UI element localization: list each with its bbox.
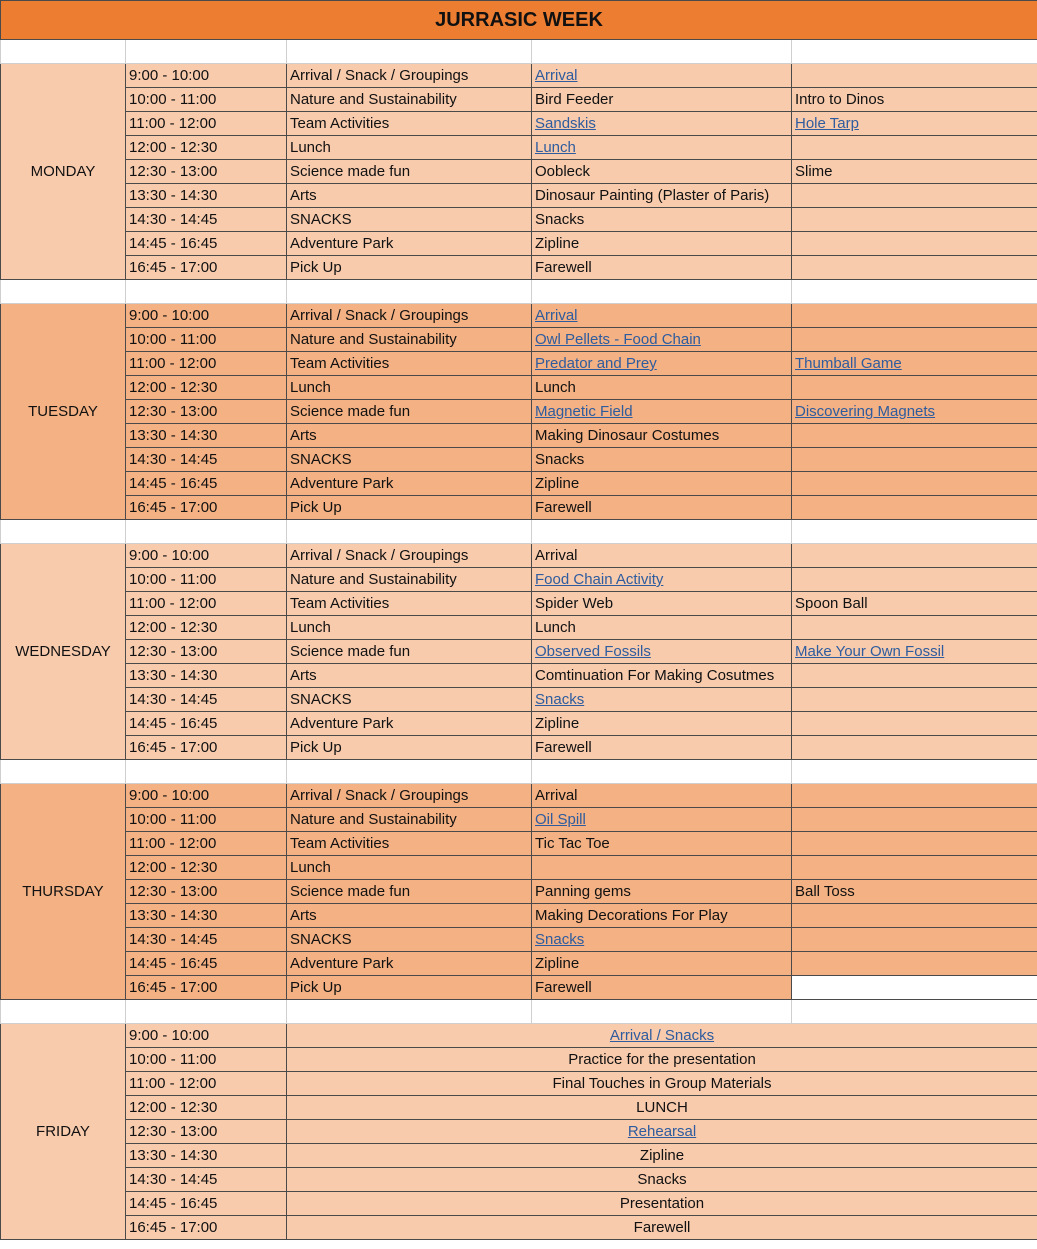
time-cell: 12:30 - 13:00	[126, 880, 287, 904]
schedule-row	[1, 1120, 1037, 1144]
schedule-row	[1, 496, 1037, 520]
category-cell: Arrival / Snack / Groupings	[287, 784, 532, 808]
category-cell: Adventure Park	[287, 952, 532, 976]
extra-activity-cell	[792, 784, 1037, 808]
time-cell: 9:00 - 10:00	[126, 784, 287, 808]
blank-cell	[792, 40, 1037, 64]
category-cell: Arts	[287, 424, 532, 448]
extra-activity-cell	[792, 208, 1037, 232]
time-cell: 9:00 - 10:00	[126, 64, 287, 88]
extra-activity-cell	[792, 136, 1037, 160]
sheet-title: JURRASIC WEEK	[1, 1, 1037, 40]
time-cell: 9:00 - 10:00	[126, 1024, 287, 1048]
blank-cell	[532, 760, 792, 784]
activity-cell: Snacks	[532, 208, 792, 232]
activity-link[interactable]: Food Chain Activity	[532, 568, 792, 592]
category-cell: Science made fun	[287, 880, 532, 904]
time-cell: 13:30 - 14:30	[126, 184, 287, 208]
extra-activity-link[interactable]: Thumball Game	[792, 352, 1037, 376]
activity-cell: Farewell	[532, 256, 792, 280]
blank-cell	[287, 40, 532, 64]
activity-cell: Bird Feeder	[532, 88, 792, 112]
schedule-row	[1, 1024, 1037, 1048]
time-cell: 10:00 - 11:00	[126, 808, 287, 832]
activity-cell: Dinosaur Painting (Plaster of Paris)	[532, 184, 792, 208]
time-cell: 16:45 - 17:00	[126, 736, 287, 760]
blank-cell	[792, 760, 1037, 784]
day-label: FRIDAY	[1, 1024, 126, 1240]
time-cell: 12:30 - 13:00	[126, 640, 287, 664]
time-cell: 14:30 - 14:45	[126, 1168, 287, 1192]
activity-link[interactable]: Sandskis	[532, 112, 792, 136]
extra-activity-cell	[792, 496, 1037, 520]
schedule-row	[1, 952, 1037, 976]
time-cell: 14:45 - 16:45	[126, 232, 287, 256]
extra-activity-cell	[792, 976, 1037, 1000]
schedule-row	[1, 352, 1037, 376]
activity-cell: Zipline	[532, 952, 792, 976]
extra-activity-cell	[792, 328, 1037, 352]
category-cell: Pick Up	[287, 736, 532, 760]
time-cell: 12:00 - 12:30	[126, 1096, 287, 1120]
activity-cell: Farewell	[532, 736, 792, 760]
schedule-row	[1, 208, 1037, 232]
activity-cell: Making Dinosaur Costumes	[532, 424, 792, 448]
extra-activity-cell	[792, 808, 1037, 832]
activity-cell: Farewell	[532, 496, 792, 520]
blank-cell	[287, 760, 532, 784]
time-cell: 16:45 - 17:00	[126, 256, 287, 280]
schedule-row	[1, 88, 1037, 112]
category-cell: Lunch	[287, 856, 532, 880]
schedule-row	[1, 64, 1037, 88]
activity-cell: Arrival	[532, 784, 792, 808]
schedule-row	[1, 664, 1037, 688]
extra-activity-cell	[792, 376, 1037, 400]
time-cell: 10:00 - 11:00	[126, 568, 287, 592]
schedule-row	[1, 592, 1037, 616]
activity-cell	[532, 856, 792, 880]
category-cell: Science made fun	[287, 400, 532, 424]
title-row	[1, 1, 1037, 40]
time-cell: 9:00 - 10:00	[126, 544, 287, 568]
spacer-row	[1, 1000, 1037, 1024]
time-cell: 10:00 - 11:00	[126, 328, 287, 352]
time-cell: 13:30 - 14:30	[126, 1144, 287, 1168]
time-cell: 16:45 - 17:00	[126, 976, 287, 1000]
schedule-row	[1, 832, 1037, 856]
time-cell: 11:00 - 12:00	[126, 112, 287, 136]
extra-activity-cell	[792, 904, 1037, 928]
schedule-row	[1, 1168, 1037, 1192]
extra-activity-link[interactable]: Make Your Own Fossil	[792, 640, 1037, 664]
blank-cell	[1, 40, 126, 64]
schedule-row	[1, 808, 1037, 832]
extra-activity-cell: Spoon Ball	[792, 592, 1037, 616]
blank-cell	[1, 1000, 126, 1024]
time-cell: 14:30 - 14:45	[126, 928, 287, 952]
time-cell: 14:45 - 16:45	[126, 472, 287, 496]
category-cell: Science made fun	[287, 160, 532, 184]
extra-activity-cell	[792, 424, 1037, 448]
extra-activity-link[interactable]: Discovering Magnets	[792, 400, 1037, 424]
blank-cell	[532, 280, 792, 304]
time-cell: 14:30 - 14:45	[126, 448, 287, 472]
extra-activity-cell	[792, 232, 1037, 256]
time-cell: 11:00 - 12:00	[126, 352, 287, 376]
extra-activity-cell	[792, 64, 1037, 88]
activity-cell: Lunch	[532, 616, 792, 640]
activity-cell: LUNCH	[287, 1096, 1037, 1120]
category-cell: Arts	[287, 184, 532, 208]
extra-activity-link[interactable]: Hole Tarp	[792, 112, 1037, 136]
activity-cell: Oobleck	[532, 160, 792, 184]
blank-cell	[532, 1000, 792, 1024]
time-cell: 11:00 - 12:00	[126, 832, 287, 856]
category-cell: Team Activities	[287, 112, 532, 136]
time-cell: 14:45 - 16:45	[126, 712, 287, 736]
blank-cell	[1, 760, 126, 784]
activity-cell: Panning gems	[532, 880, 792, 904]
schedule-row	[1, 112, 1037, 136]
blank-cell	[792, 520, 1037, 544]
activity-cell: Tic Tac Toe	[532, 832, 792, 856]
category-cell: Arts	[287, 904, 532, 928]
time-cell: 9:00 - 10:00	[126, 304, 287, 328]
blank-cell	[792, 1000, 1037, 1024]
time-cell: 16:45 - 17:00	[126, 496, 287, 520]
blank-cell	[287, 1000, 532, 1024]
activity-cell: Arrival	[532, 544, 792, 568]
schedule-row	[1, 1192, 1037, 1216]
activity-cell: Final Touches in Group Materials	[287, 1072, 1037, 1096]
spacer-row	[1, 40, 1037, 64]
schedule-row	[1, 136, 1037, 160]
time-cell: 10:00 - 11:00	[126, 88, 287, 112]
category-cell: Adventure Park	[287, 232, 532, 256]
time-cell: 14:30 - 14:45	[126, 688, 287, 712]
schedule-row	[1, 232, 1037, 256]
time-cell: 12:30 - 13:00	[126, 400, 287, 424]
time-cell: 13:30 - 14:30	[126, 424, 287, 448]
blank-cell	[126, 280, 287, 304]
extra-activity-cell	[792, 184, 1037, 208]
activity-link[interactable]: Rehearsal	[287, 1120, 1037, 1144]
extra-activity-cell	[792, 616, 1037, 640]
activity-cell: Farewell	[532, 976, 792, 1000]
category-cell: Team Activities	[287, 352, 532, 376]
time-cell: 12:00 - 12:30	[126, 136, 287, 160]
day-label: THURSDAY	[1, 784, 126, 1000]
schedule-row	[1, 928, 1037, 952]
extra-activity-cell	[792, 544, 1037, 568]
extra-activity-cell	[792, 952, 1037, 976]
schedule-row	[1, 256, 1037, 280]
category-cell: Adventure Park	[287, 712, 532, 736]
blank-cell	[1, 520, 126, 544]
category-cell: SNACKS	[287, 448, 532, 472]
day-label: WEDNESDAY	[1, 544, 126, 760]
category-cell: Pick Up	[287, 256, 532, 280]
activity-cell: Snacks	[287, 1168, 1037, 1192]
time-cell: 14:30 - 14:45	[126, 208, 287, 232]
schedule-row	[1, 568, 1037, 592]
category-cell: Arrival / Snack / Groupings	[287, 544, 532, 568]
schedule-row	[1, 448, 1037, 472]
activity-link[interactable]: Predator and Prey	[532, 352, 792, 376]
blank-cell	[532, 520, 792, 544]
schedule-row	[1, 328, 1037, 352]
blank-cell	[126, 1000, 287, 1024]
category-cell: SNACKS	[287, 688, 532, 712]
schedule-row	[1, 1144, 1037, 1168]
activity-link[interactable]: Arrival / Snacks	[287, 1024, 1037, 1048]
schedule-row	[1, 688, 1037, 712]
activity-cell: Zipline	[532, 472, 792, 496]
activity-cell: Making Decorations For Play	[532, 904, 792, 928]
time-cell: 11:00 - 12:00	[126, 1072, 287, 1096]
blank-cell	[287, 280, 532, 304]
schedule-row	[1, 976, 1037, 1000]
schedule-row	[1, 1072, 1037, 1096]
category-cell: Lunch	[287, 616, 532, 640]
activity-cell: Comtinuation For Making Cosutmes	[532, 664, 792, 688]
blank-cell	[126, 40, 287, 64]
spacer-row	[1, 520, 1037, 544]
category-cell: Adventure Park	[287, 472, 532, 496]
schedule-row	[1, 712, 1037, 736]
schedule-row	[1, 616, 1037, 640]
time-cell: 10:00 - 11:00	[126, 1048, 287, 1072]
activity-cell: Presentation	[287, 1192, 1037, 1216]
category-cell: Team Activities	[287, 832, 532, 856]
blank-cell	[792, 280, 1037, 304]
schedule-row	[1, 544, 1037, 568]
schedule-row	[1, 184, 1037, 208]
time-cell: 13:30 - 14:30	[126, 664, 287, 688]
extra-activity-cell	[792, 712, 1037, 736]
activity-link[interactable]: Snacks	[532, 928, 792, 952]
schedule-row	[1, 160, 1037, 184]
category-cell: Lunch	[287, 136, 532, 160]
category-cell: Nature and Sustainability	[287, 88, 532, 112]
schedule-row	[1, 736, 1037, 760]
schedule-row	[1, 904, 1037, 928]
schedule-row	[1, 472, 1037, 496]
category-cell: Science made fun	[287, 640, 532, 664]
activity-link[interactable]: Owl Pellets - Food Chain	[532, 328, 792, 352]
time-cell: 14:45 - 16:45	[126, 1192, 287, 1216]
schedule-row	[1, 856, 1037, 880]
extra-activity-cell	[792, 856, 1037, 880]
category-cell: Arrival / Snack / Groupings	[287, 64, 532, 88]
blank-cell	[532, 40, 792, 64]
time-cell: 14:45 - 16:45	[126, 952, 287, 976]
extra-activity-cell	[792, 832, 1037, 856]
category-cell: SNACKS	[287, 928, 532, 952]
schedule-row	[1, 640, 1037, 664]
extra-activity-cell: Slime	[792, 160, 1037, 184]
spacer-row	[1, 760, 1037, 784]
extra-activity-cell	[792, 688, 1037, 712]
schedule-row	[1, 880, 1037, 904]
activity-cell: Spider Web	[532, 592, 792, 616]
extra-activity-cell	[792, 568, 1037, 592]
schedule-row	[1, 784, 1037, 808]
category-cell: Nature and Sustainability	[287, 328, 532, 352]
blank-cell	[287, 520, 532, 544]
time-cell: 12:30 - 13:00	[126, 160, 287, 184]
category-cell: Nature and Sustainability	[287, 568, 532, 592]
time-cell: 12:00 - 12:30	[126, 616, 287, 640]
category-cell: SNACKS	[287, 208, 532, 232]
activity-cell: Farewell	[287, 1216, 1037, 1240]
time-cell: 13:30 - 14:30	[126, 904, 287, 928]
schedule-row	[1, 1048, 1037, 1072]
activity-link[interactable]: Observed Fossils	[532, 640, 792, 664]
extra-activity-cell	[792, 304, 1037, 328]
schedule-row	[1, 1216, 1037, 1240]
blank-cell	[126, 760, 287, 784]
time-cell: 12:00 - 12:30	[126, 856, 287, 880]
extra-activity-cell: Intro to Dinos	[792, 88, 1037, 112]
time-cell: 16:45 - 17:00	[126, 1216, 287, 1240]
activity-link[interactable]: Arrival	[532, 64, 792, 88]
activity-cell: Lunch	[532, 376, 792, 400]
time-cell: 12:30 - 13:00	[126, 1120, 287, 1144]
schedule-row	[1, 400, 1037, 424]
activity-link[interactable]: Oil Spill	[532, 808, 792, 832]
blank-cell	[1, 280, 126, 304]
activity-link[interactable]: Lunch	[532, 136, 792, 160]
schedule-row	[1, 1096, 1037, 1120]
extra-activity-cell	[792, 928, 1037, 952]
category-cell: Lunch	[287, 376, 532, 400]
activity-cell: Zipline	[532, 232, 792, 256]
activity-cell: Snacks	[532, 448, 792, 472]
extra-activity-cell	[792, 664, 1037, 688]
extra-activity-cell	[792, 256, 1037, 280]
schedule-row	[1, 376, 1037, 400]
activity-cell: Practice for the presentation	[287, 1048, 1037, 1072]
extra-activity-cell	[792, 472, 1037, 496]
category-cell: Nature and Sustainability	[287, 808, 532, 832]
activity-cell: Zipline	[287, 1144, 1037, 1168]
schedule-row	[1, 424, 1037, 448]
time-cell: 12:00 - 12:30	[126, 376, 287, 400]
activity-link[interactable]: Snacks	[532, 688, 792, 712]
category-cell: Team Activities	[287, 592, 532, 616]
category-cell: Pick Up	[287, 496, 532, 520]
activity-cell: Zipline	[532, 712, 792, 736]
extra-activity-cell	[792, 736, 1037, 760]
activity-link[interactable]: Magnetic Field	[532, 400, 792, 424]
day-label: TUESDAY	[1, 304, 126, 520]
category-cell: Arts	[287, 664, 532, 688]
extra-activity-cell	[792, 448, 1037, 472]
day-label: MONDAY	[1, 64, 126, 280]
blank-cell	[126, 520, 287, 544]
schedule-row	[1, 304, 1037, 328]
time-cell: 11:00 - 12:00	[126, 592, 287, 616]
activity-link[interactable]: Arrival	[532, 304, 792, 328]
spacer-row	[1, 280, 1037, 304]
category-cell: Pick Up	[287, 976, 532, 1000]
category-cell: Arrival / Snack / Groupings	[287, 304, 532, 328]
extra-activity-cell: Ball Toss	[792, 880, 1037, 904]
